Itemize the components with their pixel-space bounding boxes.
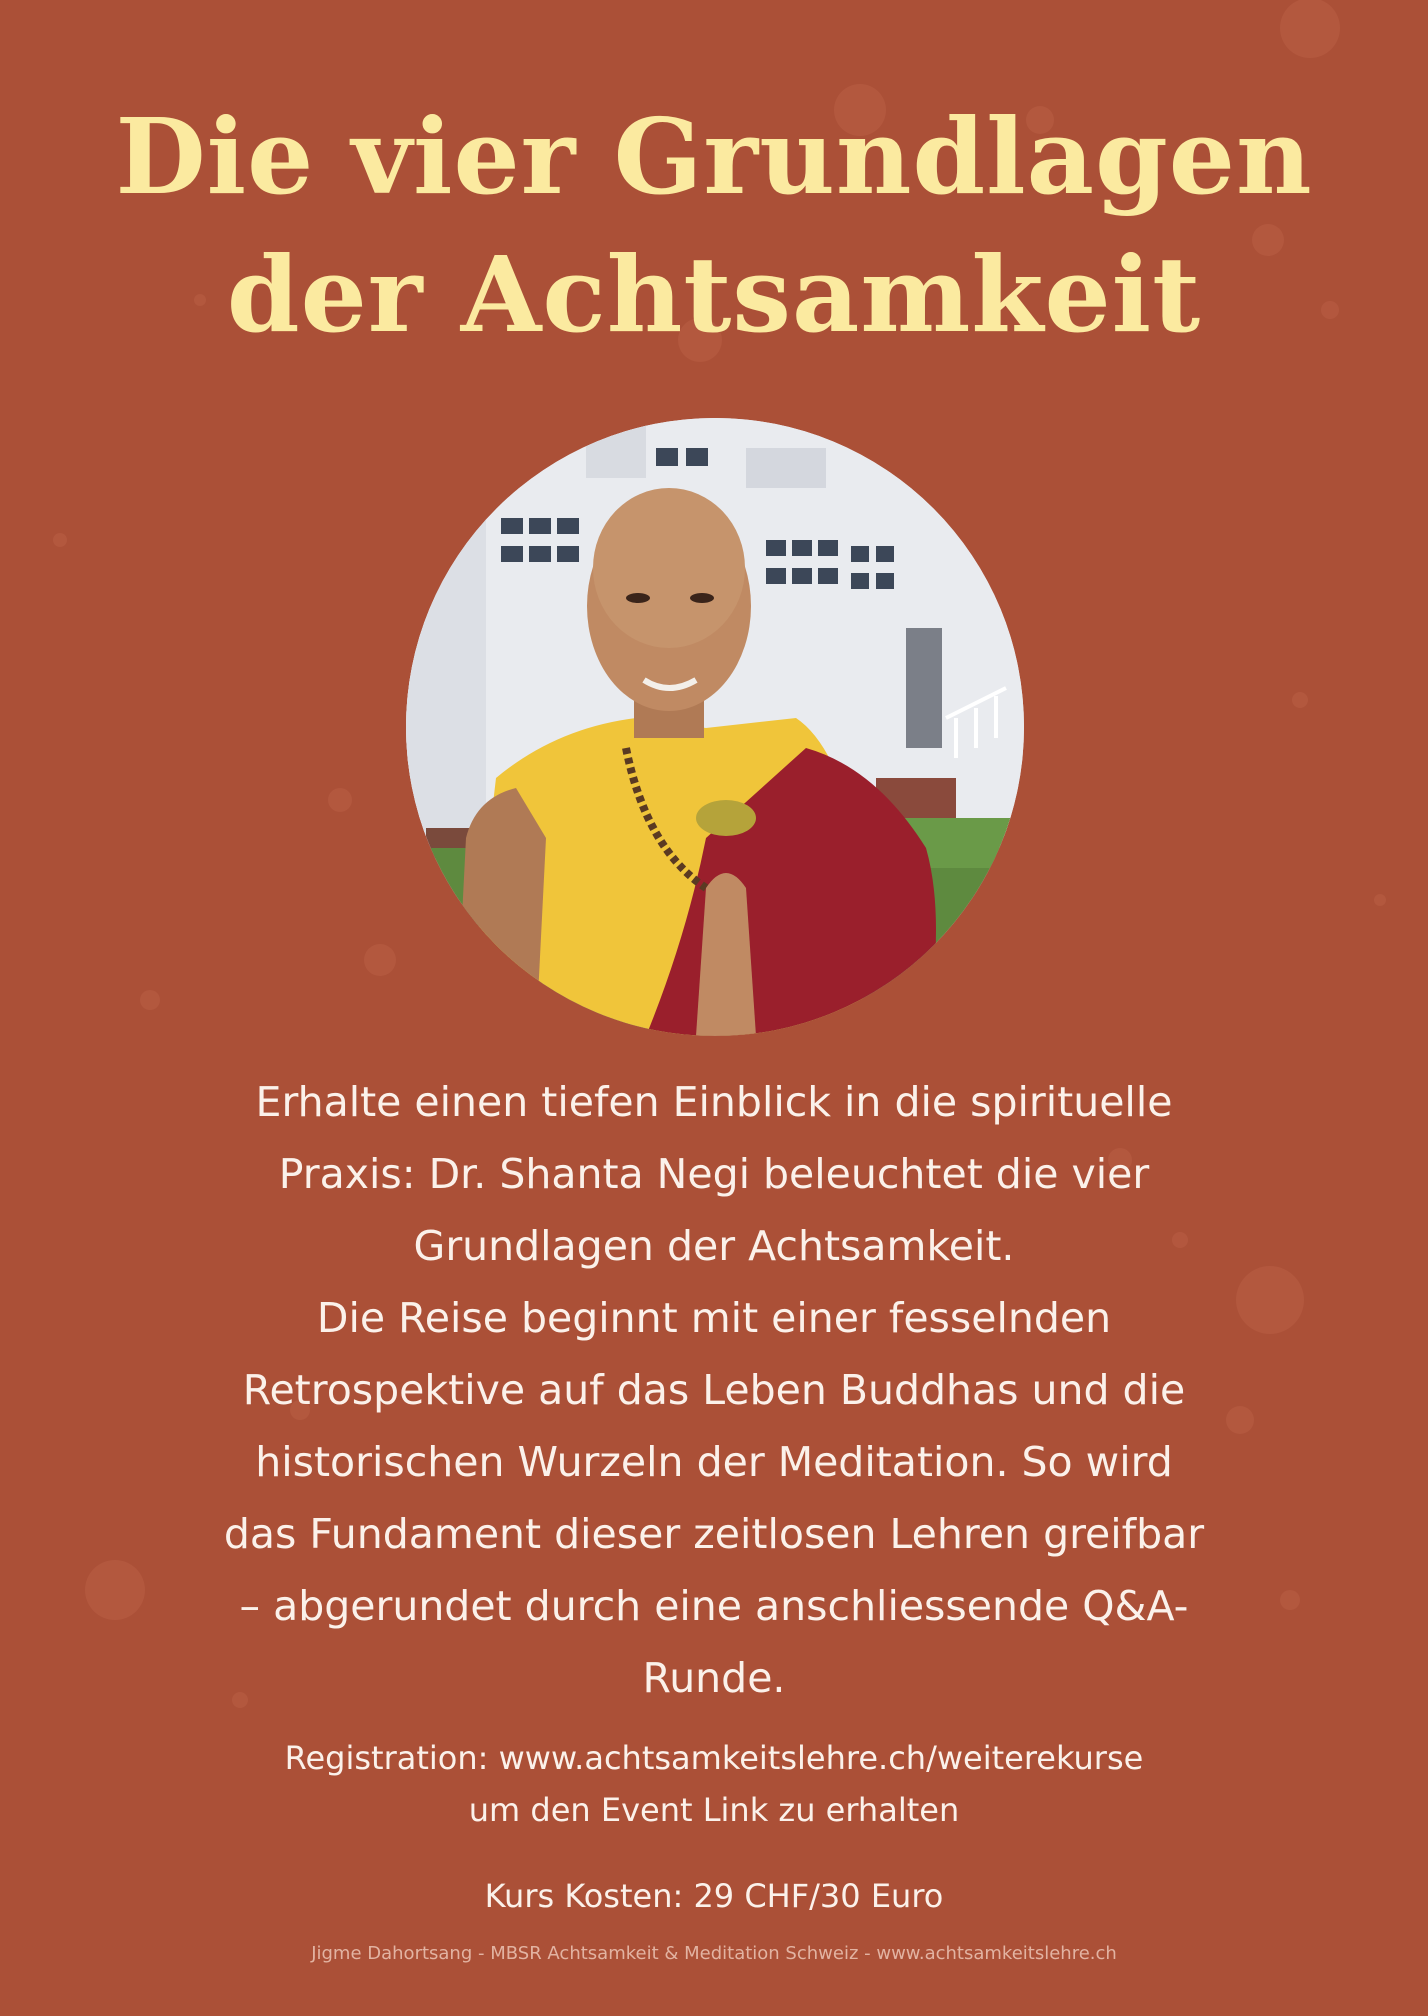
title-line-2: der Achtsamkeit bbox=[226, 233, 1202, 356]
description-line: Die Reise beginnt mit einer fesselnden bbox=[316, 1294, 1112, 1342]
description-line: Praxis: Dr. Shanta Negi beleuchtet die vier bbox=[278, 1150, 1150, 1198]
description-line: Retrospektive auf das Leben Buddhas und die bbox=[242, 1366, 1186, 1414]
footer-credit: Jigme Dahortsang - MBSR Achtsamkeit & Meditation Schweiz - www.achtsamkeitslehre.ch bbox=[311, 1943, 1117, 1964]
registration-note: um den Event Link zu erhalten bbox=[468, 1791, 960, 1829]
page-title bbox=[0, 88, 1428, 364]
portrait-photo-icon bbox=[406, 418, 1024, 1036]
description-line: historischen Wurzeln der Meditation. So wird bbox=[255, 1438, 1173, 1486]
description-line: das Fundament dieser zeitlosen Lehren greifbar bbox=[223, 1510, 1205, 1558]
description bbox=[120, 1066, 1308, 1714]
description-line: Erhalte einen tiefen Einblick in die spirituelle bbox=[255, 1078, 1173, 1126]
course-cost: Kurs Kosten: 29 CHF/30 Euro bbox=[484, 1877, 944, 1915]
speaker-portrait bbox=[406, 418, 1024, 1036]
title-line-1: Die vier Grundlagen bbox=[115, 95, 1313, 218]
description-line: Runde. bbox=[642, 1654, 786, 1702]
registration-info bbox=[0, 1732, 1428, 1836]
description-line: Grundlagen der Achtsamkeit. bbox=[413, 1222, 1015, 1270]
registration-link[interactable]: Registration: www.achtsamkeitslehre.ch/weiterekurse bbox=[284, 1739, 1144, 1777]
description-line: – abgerundet durch eine anschliessende Q&A- bbox=[239, 1582, 1189, 1630]
